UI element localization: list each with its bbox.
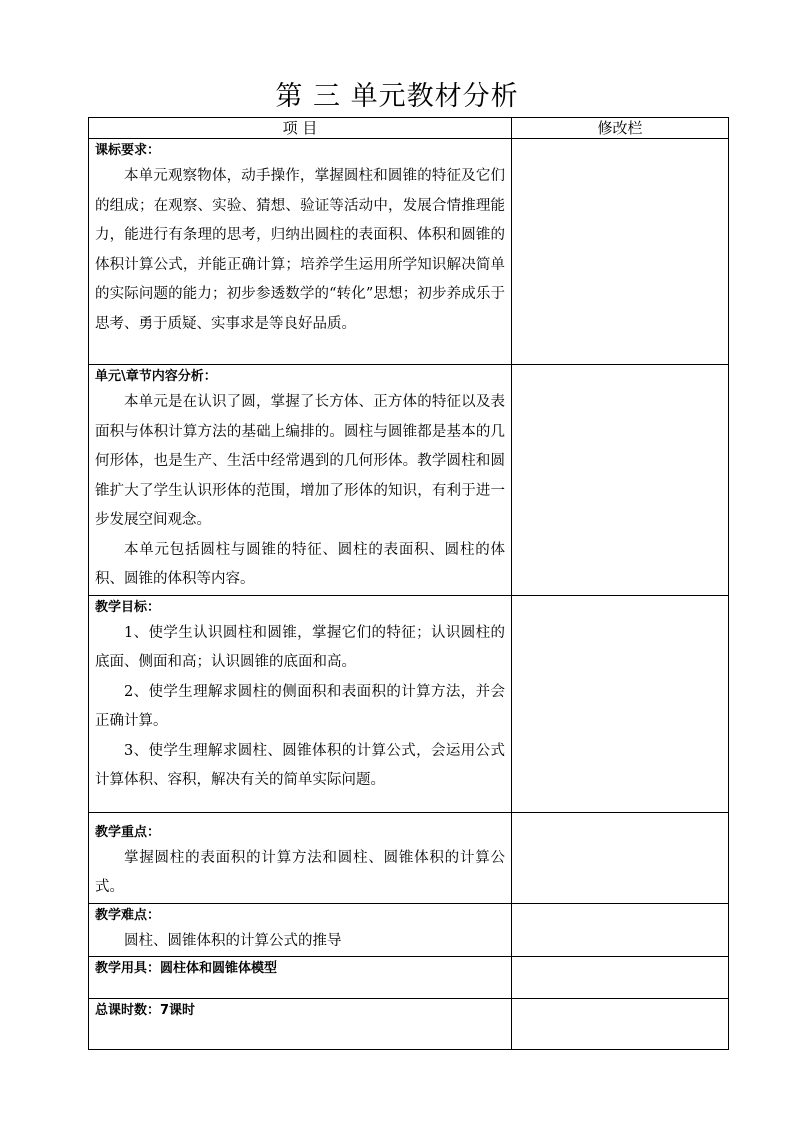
section-paragraph: 掌握圆柱的表面积的计算方法和圆柱、圆锥体积的计算公式。 [95,849,505,895]
table-row [89,903,729,957]
section-label: 总课时数：7课时 [95,1003,196,1018]
section-paragraph: 3、使学生理解求圆柱、圆锥体积的计算公式，会运用公式计算体积、容积，解决有关的简单实际问题。 [95,742,505,788]
section-key-points [89,812,512,903]
section-total-hours [89,999,512,1050]
revision-cell[interactable] [512,903,729,957]
table-row [89,139,729,365]
section-paragraph: 本单元包括圆柱与圆锥的特征、圆柱的表面积、圆柱的体积、圆锥的体积等内容。 [95,541,505,587]
table-header-row [89,118,729,139]
revision-cell[interactable] [512,999,729,1050]
table-row [89,595,729,812]
section-teaching-aids [89,957,512,999]
table-row [89,365,729,596]
section-difficulties [89,903,512,957]
section-paragraph: 本单元观察物体，动手操作，掌握圆柱和圆锥的特征及它们的组成；在观察、实验、猜想、验证等活动中，发展合情推理能力，能进行有条理的思考，归纳出圆柱的表面积、体积和圆锥的体积计算公式，并能正确计算；培养学生运用所学知识解决简单的实际问题的能力；初步参透数学的“转化”思想；初步养成乐于思考、勇于质疑、实事求是等良好品质。 [95,168,505,332]
section-label: 教学难点： [95,907,161,923]
page-title: 第 三 单元教材分析 [275,81,519,112]
section-content-analysis [89,365,512,596]
header-item: 项 目 [89,118,512,139]
analysis-table [88,117,729,1050]
section-paragraph: 本单元是在认识了圆，掌握了长方体、正方体的特征以及表面积与体积计算方法的基础上编排的。圆柱与圆锥都是基本的几何形体，也是生产、生活中经常遇到的几何形体。教学圆柱和圆锥扩大了学生认识形体的范围，增加了形体的知识，有利于进一步发展空间观念。 [95,394,505,528]
section-paragraph: 2、使学生理解求圆柱的侧面积和表面积的计算方法，并会正确计算。 [95,683,505,729]
section-teaching-goals [89,595,512,812]
section-label: 教学重点： [95,824,161,840]
revision-cell[interactable] [512,812,729,903]
table-row [89,812,729,903]
section-standards [89,139,512,365]
revision-cell[interactable] [512,365,729,596]
revision-cell[interactable] [512,139,729,365]
table-row [89,999,729,1050]
section-paragraph: 1、使学生认识圆柱和圆锥，掌握它们的特征；认识圆柱的底面、侧面和高；认识圆锥的底面和高。 [95,624,505,670]
table-row [89,957,729,999]
revision-cell[interactable] [512,595,729,812]
section-label: 单元\章节内容分析： [95,369,217,384]
section-label: 教学用具：圆柱体和圆锥体模型 [95,961,278,976]
section-label: 课标要求： [95,143,161,158]
section-paragraph: 圆柱、圆锥体积的计算公式的推导 [124,932,342,949]
section-label: 教学目标： [95,599,161,615]
header-revision: 修改栏 [512,118,729,139]
revision-cell[interactable] [512,957,729,999]
